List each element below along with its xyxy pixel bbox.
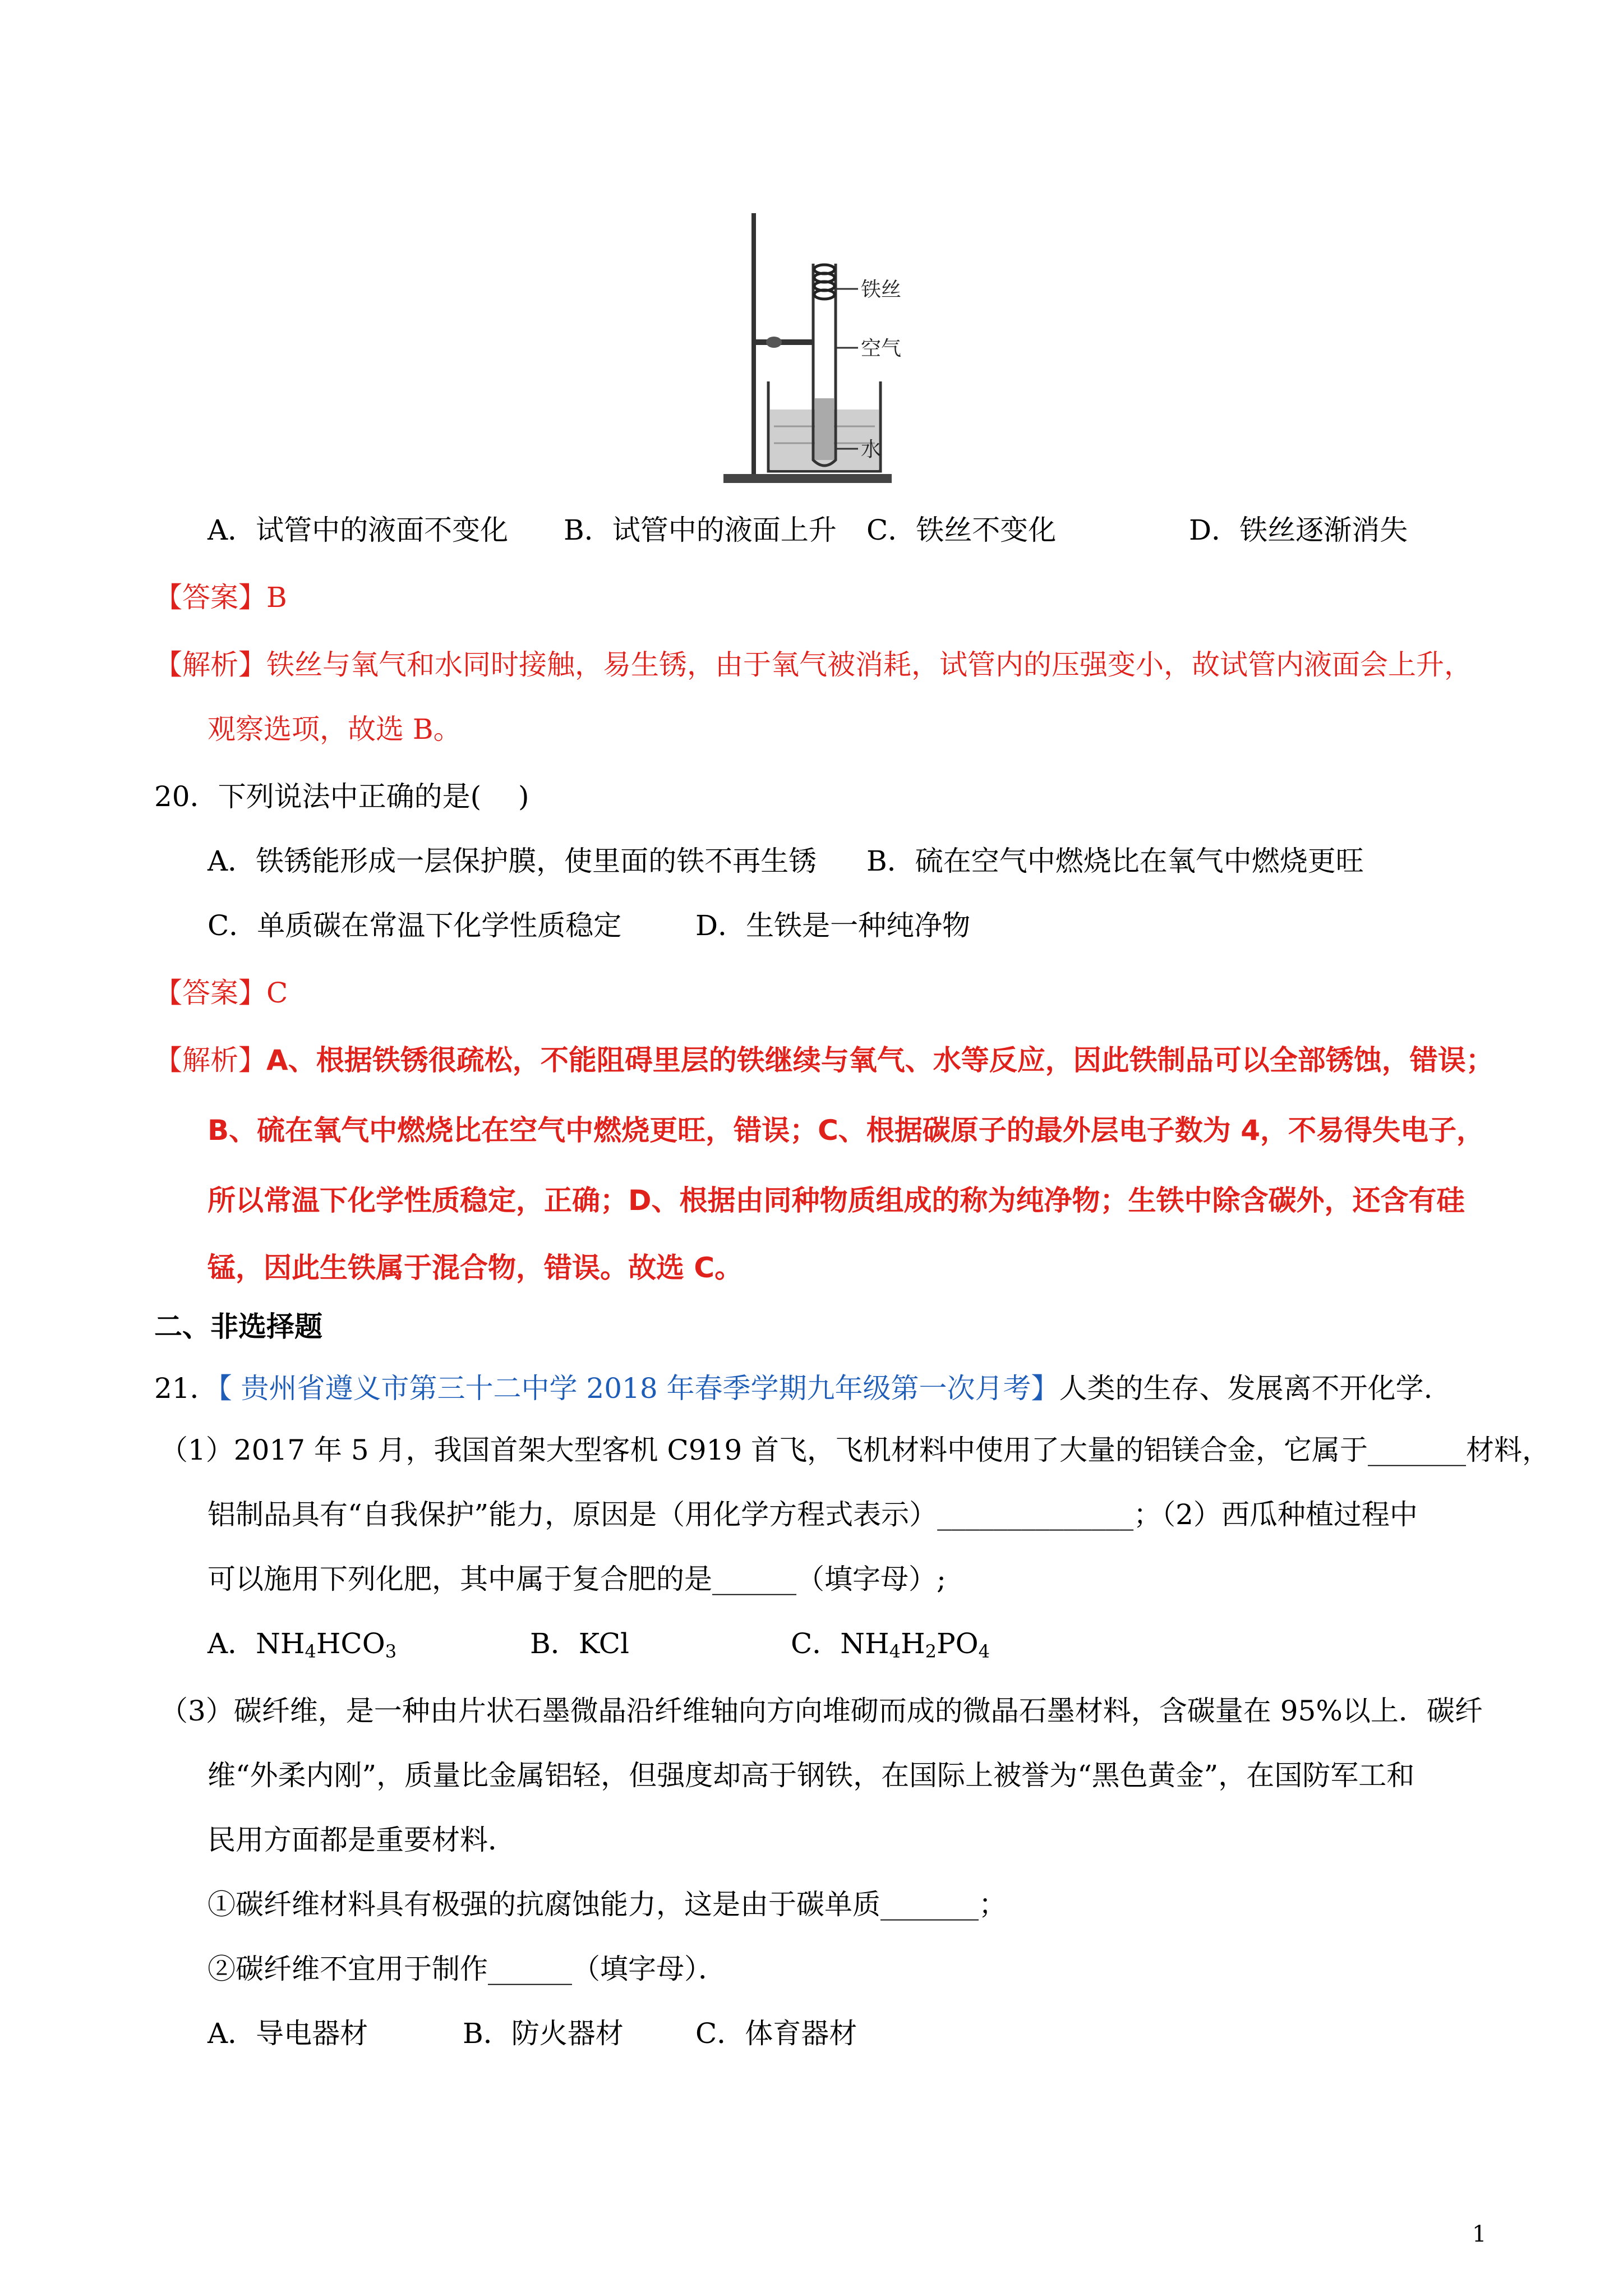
q21-source: 【 贵州省遵义市第三十二中学 2018 年春季学期九年级第一次月考】 — [218, 1372, 1059, 1405]
q19-answer: 【答案】B — [154, 581, 287, 614]
q20-stem: 20．下列说法中正确的是( ) — [154, 780, 529, 813]
q19-option-c: C．铁丝不变化 — [866, 514, 1057, 546]
q20-analysis-line2: B、硫在氧气中燃烧比在空气中燃烧更旺，错误；C、根据碳原子的最外层电子数为 4，不易得失电子， — [208, 1114, 1484, 1147]
fert-option-c: C．$NH_4H_2PO_4$ — [791, 1627, 990, 1662]
apparatus-figure — [718, 213, 909, 494]
q21-sub2: ②碳纤维不宜用于制作______（填字母）． — [208, 1953, 726, 1985]
q19-option-d: D．铁丝逐渐消失 — [1189, 514, 1408, 546]
fert-option-a: A．$NH_4HCO_3$ — [208, 1627, 397, 1662]
label-iron-wire: 铁丝 — [861, 278, 902, 301]
q20-option-a: A．铁锈能形成一层保护膜，使里面的铁不再生锈 — [208, 845, 817, 877]
clamp-icon — [751, 339, 813, 345]
page-number: 1 — [1472, 2221, 1487, 2247]
q20-analysis-label: 【解析】 — [154, 1044, 266, 1076]
q21-part1-line2: 铝制品具有“自我保护”能力，原因是（用化学方程式表示）______________；（2）西瓜种植过程中 — [208, 1498, 1418, 1531]
q20-analysis-text1: A、根据铁锈很疏松，不能阻碍里层的铁继续与氧气、水等反应，因此铁制品可以全部锈蚀，错误； — [266, 1044, 1494, 1076]
label-water: 水 — [861, 438, 882, 461]
stand-base-icon — [723, 474, 892, 483]
q19-analysis-line2: 观察选项，故选 B。 — [208, 713, 462, 746]
q19-option-b: B．试管中的液面上升 — [564, 514, 837, 546]
q21-sub1: ①碳纤维材料具有极强的抗腐蚀能力，这是由于碳单质_______； — [208, 1888, 1007, 1921]
q20-option-d: D．生铁是一种纯净物 — [695, 909, 971, 942]
q19-option-a: A．试管中的液面不变化 — [208, 514, 509, 546]
q19-analysis-label: 【解析】 — [154, 648, 266, 681]
q21-stem: 人类的生存、发展离不开化学. — [1059, 1372, 1433, 1405]
q20-analysis-line3: 所以常温下化学性质稳定，正确；D、根据由同种物质组成的称为纯净物；生铁中除含碳外，还含有硅 — [208, 1184, 1465, 1217]
q19-analysis-text1: 铁丝与氧气和水同时接触，易生锈，由于氧气被消耗，试管内的压强变小，故试管内液面会上升， — [266, 648, 1472, 681]
q21-sub2-option-b: B．防火器材 — [463, 2017, 624, 2050]
section-title: 二、非选择题 — [154, 1310, 322, 1343]
q20-option-b: B．硫在空气中燃烧比在氧气中燃烧更旺 — [866, 845, 1364, 877]
fert-option-b: B．KCl — [530, 1627, 630, 1660]
q20-answer: 【答案】C — [154, 977, 288, 1009]
q21-sub2-option-a: A．导电器材 — [208, 2017, 368, 2050]
iron-wire-icon — [814, 265, 834, 299]
q21-part1-line1: （1）2017 年 5 月，我国首架大型客机 C919 首飞，飞机材料中使用了大量的铝镁合金，它属于_______材料， — [160, 1434, 1551, 1466]
q21-part3-line1: （3）碳纤维，是一种由片状石墨微晶沿纤维轴向方向堆砌而成的微晶石墨材料，含碳量在 95%以上．碳纤 — [160, 1695, 1483, 1727]
q20-analysis-line1 — [154, 1041, 1494, 1080]
q21-number: 21． — [154, 1372, 218, 1405]
q21-part1-line3: 可以施用下列化肥，其中属于复合肥的是______（填字母）; — [208, 1563, 946, 1595]
label-air: 空气 — [861, 337, 902, 360]
q21-sub2-option-c: C．体育器材 — [695, 2017, 857, 2050]
q21-part3-line3: 民用方面都是重要材料． — [208, 1824, 516, 1856]
q21-header — [154, 1369, 1432, 1408]
q20-analysis-line4: 锰，因此生铁属于混合物，错误。故选 C。 — [208, 1251, 743, 1284]
q21-part3-line2: 维“外柔内刚”，质量比金属铝轻，但强度却高于钢铁，在国际上被誉为“黑色黄金”，在国防军工和 — [208, 1759, 1415, 1792]
q19-analysis-line1 — [154, 645, 1472, 684]
q20-option-c: C．单质碳在常温下化学性质稳定 — [208, 909, 622, 942]
